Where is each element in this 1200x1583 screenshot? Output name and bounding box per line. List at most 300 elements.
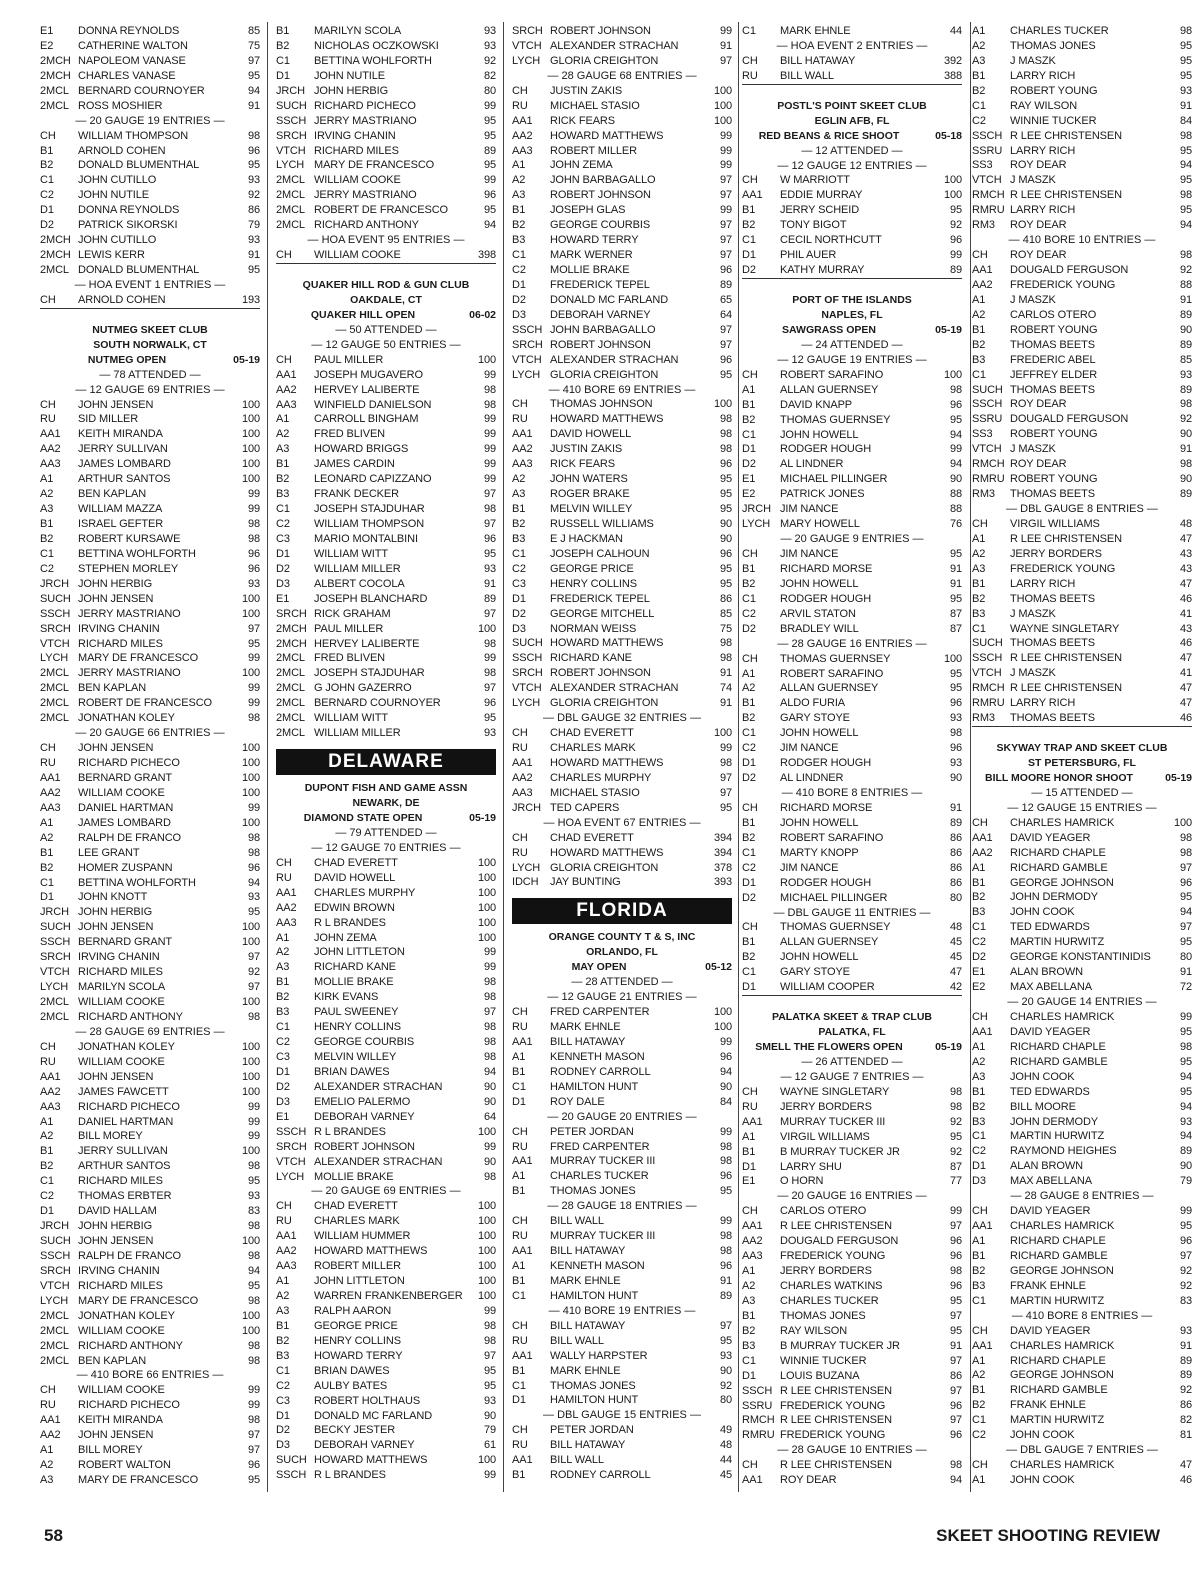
result-row — [512, 412, 732, 427]
result-row — [276, 1244, 496, 1259]
score: 98 — [949, 727, 962, 740]
score: 98 — [247, 712, 260, 725]
class-code: CH — [512, 1215, 528, 1228]
result-row — [512, 786, 732, 801]
class-code: CH — [972, 1324, 988, 1337]
shooter-name: PAUL MILLER — [314, 622, 384, 635]
result-row — [276, 218, 496, 233]
attendance: — 79 ATTENDED — — [335, 826, 437, 839]
result-row — [276, 577, 496, 592]
result-row — [276, 886, 496, 901]
class-code: B1 — [276, 458, 290, 471]
class-code: CH — [512, 84, 528, 97]
shooter-name: JAMES LOMBARD — [78, 816, 171, 829]
score: 100 — [241, 473, 260, 486]
shooter-name: JOSEPH MUGAVERO — [314, 368, 423, 381]
class-code: B1 — [742, 936, 756, 949]
class-code: AA3 — [276, 916, 297, 929]
class-code: 2MCL — [40, 682, 69, 695]
class-code: RMRU — [972, 473, 1005, 486]
result-row — [972, 1458, 1192, 1473]
score: 99 — [247, 1100, 260, 1113]
class-code: D2 — [276, 1080, 290, 1093]
result-row — [742, 1204, 962, 1219]
score: 85 — [719, 607, 732, 620]
shooter-name: BRIAN DAWES — [314, 1065, 390, 1078]
result-row — [40, 442, 260, 457]
result-row — [276, 1423, 496, 1438]
score: 97 — [483, 1349, 496, 1362]
score: 98 — [719, 652, 732, 665]
shooter-name: WALLY HARPSTER — [550, 1349, 648, 1362]
class-code: B3 — [972, 1115, 986, 1128]
score: 93 — [247, 234, 260, 247]
class-code: AA2 — [276, 1245, 297, 1258]
score: 96 — [949, 234, 962, 247]
score: 98 — [247, 831, 260, 844]
shooter-name: RICHARD CHAPLE — [1010, 846, 1106, 859]
shooter-name: THOMAS JONES — [550, 1379, 636, 1392]
result-row — [40, 1010, 260, 1025]
score: 99 — [719, 144, 732, 157]
shooter-name: FREDERICK YOUNG — [780, 1250, 886, 1263]
shooter-name: R LEE CHRISTENSEN — [780, 1414, 892, 1427]
score: 79 — [247, 219, 260, 232]
result-row — [972, 1070, 1192, 1085]
score: 95 — [1179, 936, 1192, 949]
score: 95 — [483, 114, 496, 127]
class-code: D1 — [40, 204, 54, 217]
shooter-name: MARILYN SCOLA — [78, 981, 166, 994]
score: 100 — [477, 886, 496, 899]
score: 100 — [241, 1070, 260, 1083]
shooter-name: RICHARD PICHECO — [78, 1399, 180, 1412]
club-heading: SOUTH NORWALK, CT — [93, 338, 207, 351]
shooter-name: THOMAS BEETS — [1010, 712, 1095, 725]
result-row — [742, 801, 962, 816]
result-row — [40, 1309, 260, 1324]
result-row — [512, 233, 732, 248]
score: 99 — [247, 697, 260, 710]
score: 45 — [949, 951, 962, 964]
result-row — [40, 622, 260, 637]
class-code: 2MCL — [40, 264, 69, 276]
score: 97 — [247, 981, 260, 994]
score: 95 — [719, 1334, 732, 1347]
score: 100 — [241, 816, 260, 829]
result-row — [972, 1129, 1192, 1144]
score: 97 — [719, 189, 732, 202]
shooter-name: RICHARD ANTHONY — [314, 219, 419, 232]
score: 49 — [719, 1424, 732, 1437]
result-row — [742, 935, 962, 950]
score: 94 — [1179, 159, 1192, 172]
class-code: RU — [512, 1334, 528, 1347]
score: 100 — [241, 398, 260, 411]
class-code: B2 — [742, 1324, 756, 1337]
score: 95 — [719, 503, 732, 515]
result-row — [276, 562, 496, 577]
score: 97 — [1179, 921, 1192, 934]
result-row — [276, 1155, 496, 1170]
result-row — [40, 203, 260, 218]
class-code: CH — [512, 1319, 528, 1332]
score: 93 — [719, 1349, 732, 1362]
result-row — [512, 1438, 732, 1453]
result-row — [276, 487, 496, 502]
shooter-name: BETTINA WOHLFORTH — [78, 547, 196, 560]
result-row — [972, 472, 1192, 487]
result-row — [276, 622, 496, 637]
class-code: D1 — [742, 876, 756, 889]
shooter-name: CHARLES HAMRICK — [1010, 1459, 1115, 1472]
class-code: B2 — [972, 1100, 986, 1113]
class-code: JRCH — [276, 84, 305, 97]
shooter-name: BILL HATAWAY — [550, 1245, 626, 1258]
score: 100 — [241, 742, 260, 755]
score: 97 — [483, 1006, 496, 1019]
class-code: B2 — [742, 831, 756, 844]
shooter-name: MARTY KNOPP — [780, 846, 859, 859]
class-code: A2 — [276, 1290, 290, 1302]
result-row — [972, 188, 1192, 203]
score: 92 — [1179, 1384, 1192, 1397]
shooter-name: ROY DEAR — [1010, 219, 1067, 232]
result-row — [972, 457, 1192, 472]
score: 95 — [247, 264, 260, 276]
class-code: A2 — [512, 174, 526, 187]
class-code: D1 — [40, 891, 54, 904]
class-code: LYCH — [512, 861, 541, 874]
score: 100 — [477, 931, 496, 944]
class-code: RMCH — [972, 189, 1005, 202]
class-code: B1 — [512, 503, 526, 515]
shooter-name: MAX ABELLANA — [1010, 1175, 1092, 1188]
score: 91 — [719, 667, 732, 680]
result-row — [972, 1264, 1192, 1279]
score: 96 — [719, 1170, 732, 1183]
class-code: A2 — [40, 1130, 54, 1143]
shoot-title — [972, 771, 1192, 786]
shooter-name: DEBORAH VARNEY — [314, 1439, 415, 1452]
score: 99 — [247, 488, 260, 501]
shoot-date: 05-19 — [469, 812, 496, 824]
class-code: AA1 — [512, 1349, 533, 1362]
class-code: A2 — [972, 1055, 986, 1068]
class-code: AA2 — [276, 901, 297, 914]
class-code: CH — [40, 398, 56, 411]
score: 92 — [1179, 1264, 1192, 1277]
class-code: B2 — [972, 1399, 986, 1412]
score: 99 — [483, 961, 496, 974]
score: 96 — [719, 1260, 732, 1273]
result-row — [512, 397, 732, 412]
result-row — [742, 517, 962, 532]
shooter-name: MOLLIE BRAKE — [550, 264, 630, 276]
class-code: CH — [742, 174, 758, 187]
event-header: — 410 BORE 69 ENTRIES — — [548, 383, 696, 396]
class-code: A1 — [276, 931, 290, 944]
shooter-name: FREDERICK YOUNG — [1010, 562, 1116, 575]
shoot-title — [276, 811, 496, 826]
shooter-name: FRANK EHNLE — [1010, 1399, 1086, 1412]
score: 99 — [483, 473, 496, 486]
class-code: AA1 — [972, 1025, 993, 1038]
shooter-name: CHARLES VANASE — [78, 69, 176, 82]
shooter-name: E J HACKMAN — [550, 532, 623, 545]
shooter-name: ROY DEAR — [1010, 159, 1067, 172]
class-code: AA2 — [512, 771, 533, 784]
class-code: D1 — [512, 592, 526, 605]
result-row — [972, 1040, 1192, 1055]
score: 42 — [949, 981, 962, 994]
shooter-name: JOHN HERBIG — [78, 577, 153, 590]
score: 98 — [247, 1294, 260, 1307]
shooter-name: DAVID YEAGER — [1010, 1324, 1091, 1337]
shooter-name: ROBERT SARAFINO — [780, 368, 884, 381]
score: 98 — [719, 1155, 732, 1168]
shooter-name: JAY BUNTING — [550, 876, 621, 889]
class-code: A3 — [40, 1474, 54, 1487]
class-code: SSCH — [40, 1249, 71, 1262]
class-code: C1 — [512, 1379, 526, 1392]
shooter-name: JOHN COOK — [1010, 906, 1075, 919]
shooter-name: WILLIAM THOMPSON — [314, 518, 425, 531]
score: 99 — [719, 159, 732, 172]
score: 91 — [1179, 293, 1192, 306]
class-code: RU — [40, 1399, 56, 1412]
shooter-name: BILL HATAWAY — [550, 1035, 626, 1048]
score: 93 — [949, 712, 962, 725]
shooter-name: CHAD EVERETT — [314, 856, 398, 869]
shooter-name: JOHN ZEMA — [314, 931, 377, 944]
class-code: CH — [40, 1384, 56, 1397]
class-code: SUCH — [40, 921, 71, 934]
result-row — [512, 1423, 732, 1438]
class-code: SSCH — [972, 652, 1003, 665]
result-row — [40, 218, 260, 233]
shooter-name: JOHN HOWELL — [780, 727, 859, 740]
shooter-name: JOHN HOWELL — [780, 951, 859, 964]
shooter-name: ARTHUR SANTOS — [78, 1160, 171, 1173]
score: 99 — [483, 946, 496, 959]
class-code: CH — [512, 1006, 528, 1019]
attendance: — 50 ATTENDED — — [335, 323, 437, 336]
shooter-name: WILLIAM COOKE — [78, 1384, 165, 1397]
class-code: SRCH — [40, 622, 71, 635]
class-code: 2MCH — [40, 249, 71, 262]
class-code: A2 — [512, 473, 526, 486]
score: 92 — [949, 1115, 962, 1128]
shooter-name: WILLIAM HUMMER — [314, 1230, 411, 1243]
shooter-name: RICHARD KANE — [550, 652, 632, 665]
result-row — [742, 1115, 962, 1130]
class-code: B2 — [40, 532, 54, 545]
class-code: RMRU — [972, 697, 1005, 710]
shooter-name: ROBERT HOLTHAUS — [314, 1394, 421, 1407]
class-code: E2 — [972, 981, 986, 994]
shooter-name: EDDIE MURRAY — [780, 189, 863, 202]
shooter-name: CHARLES MARK — [314, 1215, 400, 1228]
class-code: VTCH — [276, 1155, 306, 1168]
result-row — [972, 980, 1192, 995]
shooter-name: JOHN COOK — [1010, 1429, 1075, 1442]
class-code: VTCH — [40, 966, 70, 979]
class-code: SUCH — [972, 637, 1003, 650]
score: 91 — [247, 249, 260, 262]
score: 90 — [949, 772, 962, 785]
result-row — [40, 263, 260, 278]
result-row — [40, 1115, 260, 1130]
shooter-name: WAYNE SINGLETARY — [1010, 622, 1120, 635]
event-header: — 20 GAUGE 19 ENTRIES — — [75, 114, 225, 127]
class-code: C2 — [972, 1429, 986, 1442]
class-code: SSCH — [276, 1469, 307, 1482]
score: 94 — [949, 1474, 962, 1487]
score: 95 — [949, 204, 962, 217]
result-row — [742, 1399, 962, 1414]
result-row — [276, 1050, 496, 1065]
score: 98 — [483, 976, 496, 989]
result-row — [972, 278, 1192, 293]
class-code: CH — [276, 249, 292, 262]
score: 47 — [1179, 682, 1192, 695]
result-row — [512, 517, 732, 532]
event-header: — 28 GAUGE 68 ENTRIES — — [547, 69, 697, 82]
shooter-name: ROY DEAR — [1010, 398, 1067, 411]
shooter-name: RALPH AARON — [314, 1304, 392, 1317]
score: 74 — [719, 682, 732, 695]
result-row — [512, 607, 732, 622]
class-code: B2 — [512, 219, 526, 232]
score: 43 — [1179, 562, 1192, 575]
event-header: — HOA EVENT 67 ENTRIES — — [543, 816, 701, 829]
result-row — [742, 816, 962, 831]
class-code: SSRU — [972, 144, 1003, 157]
score: 95 — [483, 204, 496, 217]
result-row — [742, 741, 962, 756]
event-header: — 28 GAUGE 18 ENTRIES — — [547, 1200, 697, 1213]
class-code: C2 — [276, 1379, 290, 1392]
class-code: 2MCL — [40, 712, 69, 725]
score: 93 — [247, 577, 260, 590]
class-code: C3 — [276, 532, 290, 545]
class-code: 2MCH — [40, 234, 71, 247]
shooter-name: HOWARD MATTHEWS — [314, 1245, 428, 1258]
class-code: AA1 — [276, 368, 297, 381]
class-code: D1 — [742, 757, 756, 770]
shooter-name: JONATHAN KOLEY — [78, 1309, 175, 1322]
class-code: SSCH — [276, 114, 307, 127]
score: 100 — [241, 592, 260, 605]
club-heading: ORLANDO, FL — [586, 946, 658, 959]
score: 100 — [241, 936, 260, 949]
result-row — [512, 338, 732, 353]
shooter-name: THOMAS JOHNSON — [550, 398, 653, 411]
class-code: LYCH — [512, 368, 541, 381]
score: 100 — [1173, 816, 1192, 829]
shooter-name: LARRY RICH — [1010, 69, 1076, 82]
class-code: 2MCL — [40, 1309, 69, 1322]
class-code: C3 — [276, 1394, 290, 1407]
result-row — [742, 547, 962, 562]
result-row — [276, 1334, 496, 1349]
score: 91 — [1179, 99, 1192, 112]
class-code: D2 — [276, 1424, 290, 1437]
result-row — [276, 1020, 496, 1035]
shooter-name: MARTIN HURWITZ — [1010, 1414, 1105, 1427]
result-row — [742, 726, 962, 741]
result-row — [40, 756, 260, 771]
event-header: — 20 GAUGE 20 ENTRIES — — [547, 1110, 697, 1123]
shooter-name: PAUL MILLER — [314, 353, 384, 366]
class-code: AA2 — [40, 786, 61, 799]
score: 99 — [719, 129, 732, 142]
score: 95 — [949, 667, 962, 680]
result-row — [742, 965, 962, 980]
shooter-name: R LEE CHRISTENSEN — [1010, 189, 1122, 202]
shooter-name: RICHARD PICHECO — [78, 757, 180, 770]
class-code: RU — [512, 1140, 528, 1153]
class-code: SUCH — [40, 1235, 71, 1248]
shooter-name: ROY DALE — [550, 1095, 605, 1108]
result-row — [742, 1413, 962, 1428]
result-row — [40, 876, 260, 891]
result-row — [512, 1349, 732, 1364]
score: 97 — [247, 54, 260, 67]
score: 97 — [949, 1384, 962, 1397]
result-row — [276, 84, 496, 99]
result-row — [972, 397, 1192, 412]
result-row — [512, 442, 732, 457]
shooter-name: JOHN HERBIG — [78, 1220, 153, 1233]
shooter-name: ARVIL STATON — [780, 607, 856, 620]
class-code: D2 — [742, 264, 756, 277]
score: 91 — [247, 99, 260, 112]
result-row — [40, 532, 260, 547]
class-code: A2 — [40, 1459, 54, 1472]
score: 46 — [1179, 712, 1192, 725]
class-code: D1 — [276, 1409, 290, 1422]
shooter-name: GEORGE JOHNSON — [1010, 876, 1114, 889]
class-code: AA1 — [972, 831, 993, 844]
score: 90 — [719, 1364, 732, 1377]
score: 99 — [483, 458, 496, 471]
score: 96 — [483, 189, 496, 202]
score: 88 — [949, 503, 962, 516]
result-row — [40, 1085, 260, 1100]
result-row — [742, 457, 962, 472]
class-code: JRCH — [40, 906, 69, 919]
score: 99 — [483, 413, 496, 426]
score: 100 — [943, 368, 962, 381]
class-code: A1 — [972, 25, 986, 37]
score: 99 — [247, 652, 260, 665]
shooter-name: CHAD EVERETT — [314, 1200, 398, 1213]
class-code: CH — [742, 368, 758, 381]
shooter-name: FREDERICK YOUNG — [780, 1399, 886, 1412]
shooter-name: JOSEPH BLANCHARD — [314, 592, 428, 605]
class-code: SUCH — [40, 592, 71, 605]
shooter-name: JERRY MASTRIANO — [78, 667, 181, 680]
class-code: CH — [742, 1085, 758, 1098]
shooter-name: J MASZK — [1010, 667, 1056, 680]
class-code: 2MCL — [40, 667, 69, 680]
score: 95 — [1179, 1085, 1192, 1098]
score: 94 — [949, 458, 962, 471]
score: 96 — [247, 562, 260, 575]
class-code: A3 — [742, 1294, 756, 1307]
